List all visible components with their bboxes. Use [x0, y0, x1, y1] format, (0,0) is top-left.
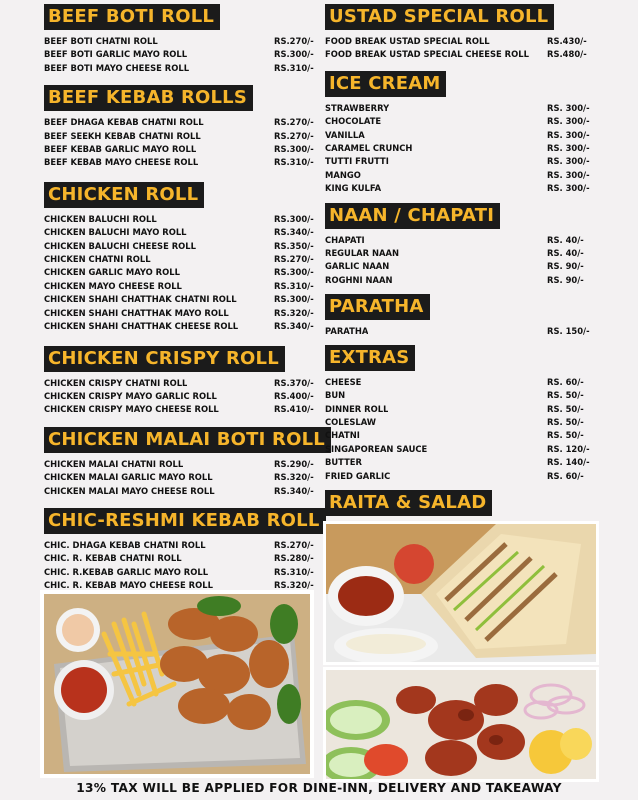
menu-section-ustad-special-roll [325, 4, 593, 62]
item-name: CHICKEN CRISPY MAYO GARLIC ROLL [44, 390, 217, 401]
menu-item-list [44, 539, 320, 593]
item-name: CHICKEN CRISPY MAYO CHEESE ROLL [44, 404, 219, 415]
item-price: RS.300/- [274, 144, 314, 155]
menu-item [325, 403, 593, 416]
menu-item [325, 325, 593, 338]
item-price: RS. 300/- [547, 116, 590, 127]
menu-item [325, 155, 593, 168]
item-name: CHATNI [325, 430, 360, 441]
item-name: CHEESE [325, 376, 362, 387]
item-price: RS.300/- [274, 49, 314, 60]
menu-item-list [325, 35, 593, 62]
item-name: BEEF BOTI GARLIC MAYO ROLL [44, 49, 188, 60]
menu-item [325, 274, 593, 287]
item-price: RS.300/- [274, 213, 314, 224]
menu-item [325, 102, 593, 115]
item-name: BEEF DHAGA KEBAB CHATNI ROLL [44, 117, 204, 128]
item-price: RS.310/- [274, 566, 314, 577]
item-name: CHICKEN MAYO CHEESE ROLL [44, 280, 182, 291]
menu-item [325, 443, 593, 456]
menu-item [44, 566, 320, 579]
menu-item [325, 129, 593, 142]
item-price: RS.320/- [274, 472, 314, 483]
item-price: RS.340/- [274, 485, 314, 496]
menu-section-chicken-crispy-roll [44, 346, 320, 417]
menu-item [44, 213, 320, 226]
menu-item [44, 320, 320, 333]
item-price: RS.270/- [274, 130, 314, 141]
item-name: FRIED GARLIC [325, 470, 391, 481]
item-price: RS. 300/- [547, 129, 590, 140]
section-heading: BEEF BOTI ROLL [44, 4, 220, 30]
menu-section-chicken-roll [44, 182, 320, 334]
item-name: CHIC. DHAGA KEBAB CHATNI ROLL [44, 539, 206, 550]
item-name: SINGAPOREAN SAUCE [325, 443, 428, 454]
item-name: PARATHA [325, 326, 369, 337]
item-name: CHICKEN GARLIC MAYO ROLL [44, 267, 180, 278]
item-name: GARLIC NAAN [325, 261, 390, 272]
item-price: RS.320/- [274, 580, 314, 591]
item-price: RS.310/- [274, 280, 314, 291]
menu-item [44, 307, 320, 320]
item-price: RS. 300/- [547, 156, 590, 167]
sandwich-illustration [326, 524, 596, 662]
tax-notice: 13% TAX WILL BE APPLIED FOR DINE-INN, DELIVERY AND TAKEAWAY [76, 781, 562, 795]
tikka-illustration [326, 670, 596, 779]
menu-item [325, 429, 593, 442]
menu-item [325, 182, 593, 195]
menu-item-list [325, 102, 593, 196]
menu-item [44, 458, 320, 471]
menu-item-list [44, 377, 320, 417]
club-sandwich-photo [323, 521, 599, 665]
item-name: CHICKEN MALAI CHATNI ROLL [44, 458, 184, 469]
item-price: RS.270/- [274, 36, 314, 46]
item-price: RS. 90/- [547, 261, 584, 272]
item-name: TUTTI FRUTTI [325, 156, 389, 167]
menu-item [44, 253, 320, 266]
item-name: BUN [325, 390, 346, 401]
item-name: CHICKEN MALAI GARLIC MAYO ROLL [44, 472, 213, 483]
item-name: FOOD BREAK USTAD SPECIAL CHEESE ROLL [325, 49, 529, 60]
fries-nuggets-illustration [44, 594, 310, 774]
item-price: RS.340/- [274, 321, 314, 332]
left-column [44, 4, 325, 593]
section-heading: BEEF KEBAB ROLLS [44, 85, 253, 111]
menu-item [325, 234, 593, 247]
menu-item [44, 390, 320, 403]
item-price: RS.290/- [274, 458, 314, 469]
item-price: RS.270/- [274, 539, 314, 550]
item-name: MANGO [325, 169, 361, 180]
menu-section-beef-kebab-rolls [44, 85, 320, 170]
item-price: RS. 120/- [547, 443, 590, 454]
menu-section-naan-chapati [325, 203, 593, 288]
item-price: RS.340/- [274, 227, 314, 238]
item-name: DINNER ROLL [325, 403, 389, 414]
item-name: CHICKEN CRISPY CHATNI ROLL [44, 377, 188, 388]
section-heading: CHICKEN CRISPY ROLL [44, 346, 285, 372]
item-price: RS. 150/- [547, 326, 590, 337]
section-heading: RAITA & SALAD [325, 490, 492, 516]
menu-section-chic-reshmi-kebab-roll [44, 508, 320, 593]
item-price: RS.310/- [274, 62, 314, 73]
right-column [325, 4, 593, 548]
menu-item [44, 552, 320, 565]
menu-item-list [325, 325, 593, 338]
item-name: ROGHNI NAAN [325, 274, 393, 285]
menu-item [44, 48, 320, 61]
menu-item [44, 240, 320, 253]
section-heading: CHIC-RESHMI KEBAB ROLL [44, 508, 326, 534]
menu-item [44, 266, 320, 279]
menu-section-extras [325, 345, 593, 483]
menu-item-list [44, 213, 320, 334]
section-heading: PARATHA [325, 294, 430, 320]
item-name: CHAPATI [325, 234, 365, 245]
item-name: CHIC. R.KEBAB GARLIC MAYO ROLL [44, 566, 209, 577]
item-price: RS. 300/- [547, 169, 590, 180]
item-name: BEEF BOTI CHATNI ROLL [44, 36, 158, 46]
item-price: RS. 300/- [547, 143, 590, 154]
menu-item-list [44, 458, 320, 498]
menu-item [325, 389, 593, 402]
section-heading: CHICKEN MALAI BOTI ROLL [44, 427, 331, 453]
menu-item [44, 293, 320, 306]
item-name: CHICKEN BALUCHI ROLL [44, 213, 157, 224]
menu-item [44, 403, 320, 416]
menu-section-chicken-malai-boti-roll [44, 427, 325, 498]
menu-item-list [44, 35, 320, 75]
menu-item [44, 156, 320, 169]
item-price: RS. 300/- [547, 183, 590, 194]
item-name: COLESLAW [325, 416, 377, 427]
item-name: VANILLA [325, 129, 365, 140]
menu-item [325, 142, 593, 155]
menu-item [44, 377, 320, 390]
menu-item-list [44, 116, 320, 170]
item-price: RS.270/- [274, 254, 314, 265]
item-price: RS.430/- [547, 36, 587, 46]
item-price: RS. 60/- [547, 376, 584, 387]
menu-item [325, 456, 593, 469]
menu-item [325, 470, 593, 483]
item-name: BUTTER [325, 457, 362, 468]
menu-item [44, 485, 320, 498]
item-name: BEEF KEBAB MAYO CHEESE ROLL [44, 157, 199, 168]
menu-item [44, 143, 320, 156]
item-name: CHICKEN SHAHI CHATTHAK MAYO ROLL [44, 307, 229, 318]
item-name: FOOD BREAK USTAD SPECIAL ROLL [325, 36, 490, 46]
item-price: RS. 60/- [547, 470, 584, 481]
section-heading: EXTRAS [325, 345, 415, 371]
menu-section-beef-boti-roll [44, 4, 320, 75]
tikka-salad-photo [323, 667, 599, 782]
item-name: BEEF SEEKH KEBAB CHATNI ROLL [44, 130, 201, 141]
menu-item [44, 539, 320, 552]
item-price: RS. 90/- [547, 274, 584, 285]
menu-item [44, 35, 320, 48]
item-name: CHIC. R. KEBAB MAYO CHEESE ROLL [44, 580, 213, 591]
item-name: CARAMEL CRUNCH [325, 143, 413, 154]
item-price: RS.320/- [274, 307, 314, 318]
item-price: RS. 50/- [547, 430, 584, 441]
item-name: STRAWBERRY [325, 102, 390, 113]
menu-section-paratha [325, 294, 593, 338]
item-price: RS. 300/- [547, 102, 590, 113]
menu-item [44, 130, 320, 143]
section-heading: USTAD SPECIAL ROLL [325, 4, 554, 30]
menu-item-list [325, 376, 593, 483]
menu-item [325, 260, 593, 273]
item-name: CHIC. R. KEBAB CHATNI ROLL [44, 553, 182, 564]
menu-item-list [325, 234, 593, 288]
item-name: CHICKEN CHATNI ROLL [44, 254, 151, 265]
menu-item [325, 115, 593, 128]
item-price: RS. 50/- [547, 390, 584, 401]
menu-item [44, 116, 320, 129]
item-price: RS.300/- [274, 267, 314, 278]
item-name: CHICKEN BALUCHI MAYO ROLL [44, 227, 187, 238]
menu-section-ice-cream [325, 71, 593, 196]
section-heading: CHICKEN ROLL [44, 182, 204, 208]
item-price: RS.480/- [547, 49, 587, 60]
item-price: RS. 140/- [547, 457, 590, 468]
item-price: RS. 40/- [547, 234, 584, 245]
item-price: RS.400/- [274, 390, 314, 401]
menu-item [44, 471, 320, 484]
item-name: CHICKEN MALAI MAYO CHEESE ROLL [44, 485, 215, 496]
menu-item [44, 280, 320, 293]
menu-item [325, 247, 593, 260]
item-price: RS.280/- [274, 553, 314, 564]
menu-item [325, 416, 593, 429]
item-price: RS.310/- [274, 157, 314, 168]
menu-item [325, 169, 593, 182]
section-heading: ICE CREAM [325, 71, 446, 97]
item-name: CHICKEN BALUCHI CHEESE ROLL [44, 240, 196, 251]
menu-item [325, 376, 593, 389]
menu-item [325, 35, 593, 48]
item-name: BEEF BOTI MAYO CHEESE ROLL [44, 62, 190, 73]
section-heading: NAAN / CHAPATI [325, 203, 500, 229]
item-name: CHICKEN SHAHI CHATTHAK CHEESE ROLL [44, 321, 239, 332]
item-price: RS.350/- [274, 240, 314, 251]
item-price: RS. 50/- [547, 403, 584, 414]
item-name: CHICKEN SHAHI CHATTHAK CHATNI ROLL [44, 294, 237, 305]
item-price: RS.270/- [274, 117, 314, 128]
item-price: RS. 40/- [547, 248, 584, 259]
item-name: CHOCOLATE [325, 116, 382, 127]
item-price: RS.370/- [274, 377, 314, 388]
menu-item [325, 48, 593, 61]
item-name: BEEF KEBAB GARLIC MAYO ROLL [44, 144, 197, 155]
menu-item [44, 226, 320, 239]
fries-nuggets-photo [40, 590, 314, 778]
item-price: RS.300/- [274, 294, 314, 305]
item-name: REGULAR NAAN [325, 248, 400, 259]
menu-item [44, 62, 320, 75]
item-price: RS.410/- [274, 404, 314, 415]
item-price: RS. 50/- [547, 416, 584, 427]
item-name: KING KULFA [325, 183, 382, 194]
